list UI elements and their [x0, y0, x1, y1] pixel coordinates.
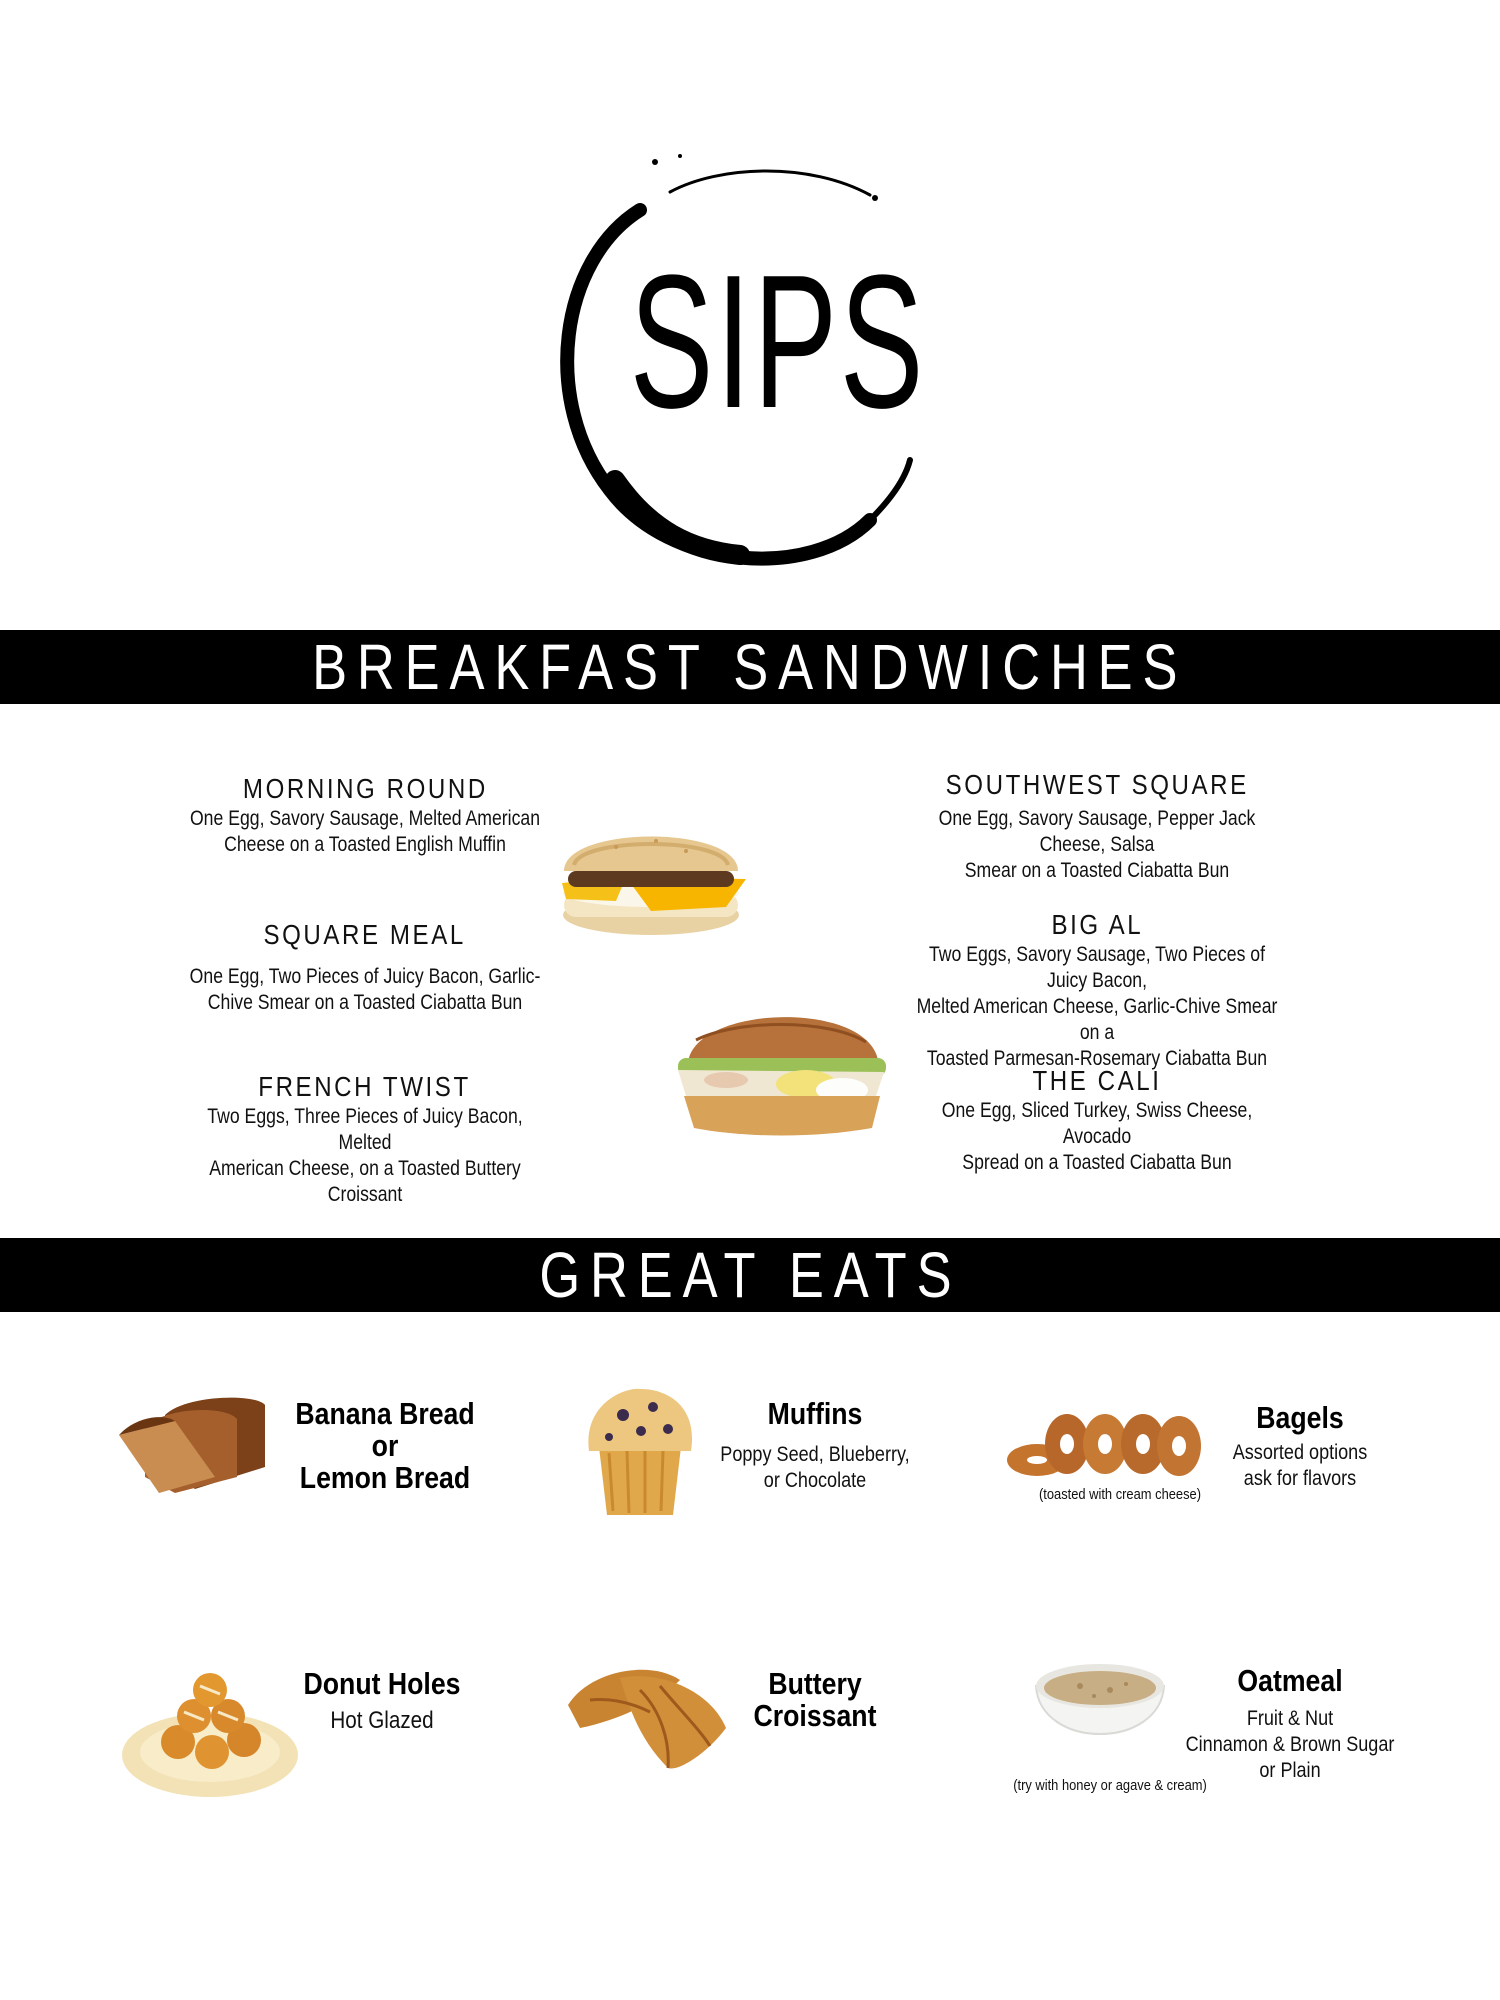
eat-desc-line: ask for flavors [1243, 1467, 1357, 1490]
sandwich-desc-line: Chive Smear on a Toasted Ciabatta Bun [207, 991, 523, 1014]
eat-desc-line: Fruit & Nut [1246, 1707, 1334, 1730]
sandwich-desc-line: Two Eggs, Savory Sausage, Two Pieces of Juicy Bacon, [929, 943, 1265, 992]
sandwich-name: MORNING ROUND [242, 773, 488, 804]
eat-desc-muffins [716, 1442, 914, 1494]
eat-title-line: or [371, 1428, 399, 1463]
sandwich-desc-line: Two Eggs, Three Pieces of Juicy Bacon, Melted [207, 1105, 523, 1154]
eat-note-oatmeal: (try with honey or agave & cream) [1013, 1777, 1207, 1794]
croissant-icon [560, 1650, 730, 1775]
eat-title-banana [286, 1398, 484, 1494]
eat-title-oatmeal: Oatmeal [1237, 1663, 1343, 1698]
eat-title-line: Lemon Bread [299, 1460, 471, 1495]
eat-desc-line: Assorted options [1232, 1441, 1368, 1464]
sandwich-desc-line: Cheese on a Toasted English Muffin [224, 833, 506, 856]
eat-desc-oatmeal [1178, 1706, 1402, 1784]
sandwich-desc-line: One Egg, Savory Sausage, Pepper Jack Cheese, Salsa [938, 807, 1256, 856]
eat-title-line: Croissant [753, 1698, 877, 1733]
sandwich-desc-line: Spread on a Toasted Ciabatta Bun [962, 1151, 1232, 1174]
donut-holes-icon [118, 1660, 303, 1800]
sandwich-desc-line: Smear on a Toasted Ciabatta Bun [964, 859, 1230, 882]
sandwich-item [882, 1064, 1312, 1176]
oatmeal-bowl-icon [1030, 1650, 1170, 1760]
eat-desc-line: or Plain [1259, 1759, 1321, 1782]
eat-title-donut-holes: Donut Holes [303, 1666, 461, 1701]
banana-bread-icon [115, 1385, 275, 1495]
section-title-breakfast: BREAKFAST SANDWICHES [312, 631, 1188, 703]
eat-title-line: Banana Bread [295, 1396, 475, 1431]
eat-title-bagels: Bagels [1256, 1400, 1344, 1435]
blueberry-muffin-icon [583, 1385, 698, 1520]
bagels-icon [1005, 1402, 1205, 1482]
section-title-great-eats: GREAT EATS [538, 1239, 962, 1311]
sandwich-item [882, 768, 1312, 884]
eat-title-muffins: Muffins [767, 1396, 863, 1431]
sandwich-name: THE CALI [1032, 1065, 1162, 1096]
sandwich-desc-line: Toasted Parmesan-Rosemary Ciabatta Bun [926, 1047, 1268, 1070]
eat-desc-bagels [1214, 1440, 1386, 1492]
sandwich-item [882, 908, 1312, 1072]
sandwich-desc-line: One Egg, Sliced Turkey, Swiss Cheese, Avocado [941, 1099, 1253, 1148]
sandwich-desc-line: One Egg, Two Pieces of Juicy Bacon, Garlic- [189, 965, 541, 988]
eat-desc-line: or Chocolate [763, 1469, 867, 1492]
section-banner-great-eats [0, 1238, 1500, 1312]
logo-text: SIPS [629, 236, 927, 448]
sandwich-desc-line: American Cheese, on a Toasted Buttery Croissant [209, 1157, 521, 1206]
sandwich-name: BIG AL [1051, 909, 1143, 940]
sandwich-name: SOUTHWEST SQUARE [945, 769, 1249, 800]
sandwich-desc-line: Melted American Cheese, Garlic-Chive Smear on a [916, 995, 1278, 1044]
eat-desc-line: Cinnamon & Brown Sugar [1185, 1733, 1395, 1756]
sandwich-item [150, 1070, 580, 1208]
sips-logo [520, 150, 980, 580]
eat-desc-donut-holes: Hot Glazed [330, 1707, 434, 1734]
eat-title-croissant [716, 1668, 914, 1732]
sandwich-item [150, 918, 580, 1016]
english-muffin-sandwich-icon [556, 815, 746, 940]
sandwich-name: FRENCH TWIST [258, 1071, 472, 1102]
sandwich-name: SQUARE MEAL [263, 919, 467, 950]
eat-title-line: Buttery [768, 1666, 862, 1701]
eat-desc-line: Poppy Seed, Blueberry, [720, 1443, 910, 1466]
eat-note-bagels: (toasted with cream cheese) [1038, 1486, 1202, 1503]
ciabatta-sandwich-icon [666, 1000, 896, 1140]
sandwich-desc-line: One Egg, Savory Sausage, Melted American [189, 807, 541, 830]
section-banner-breakfast [0, 630, 1500, 704]
sandwich-item [150, 772, 580, 858]
